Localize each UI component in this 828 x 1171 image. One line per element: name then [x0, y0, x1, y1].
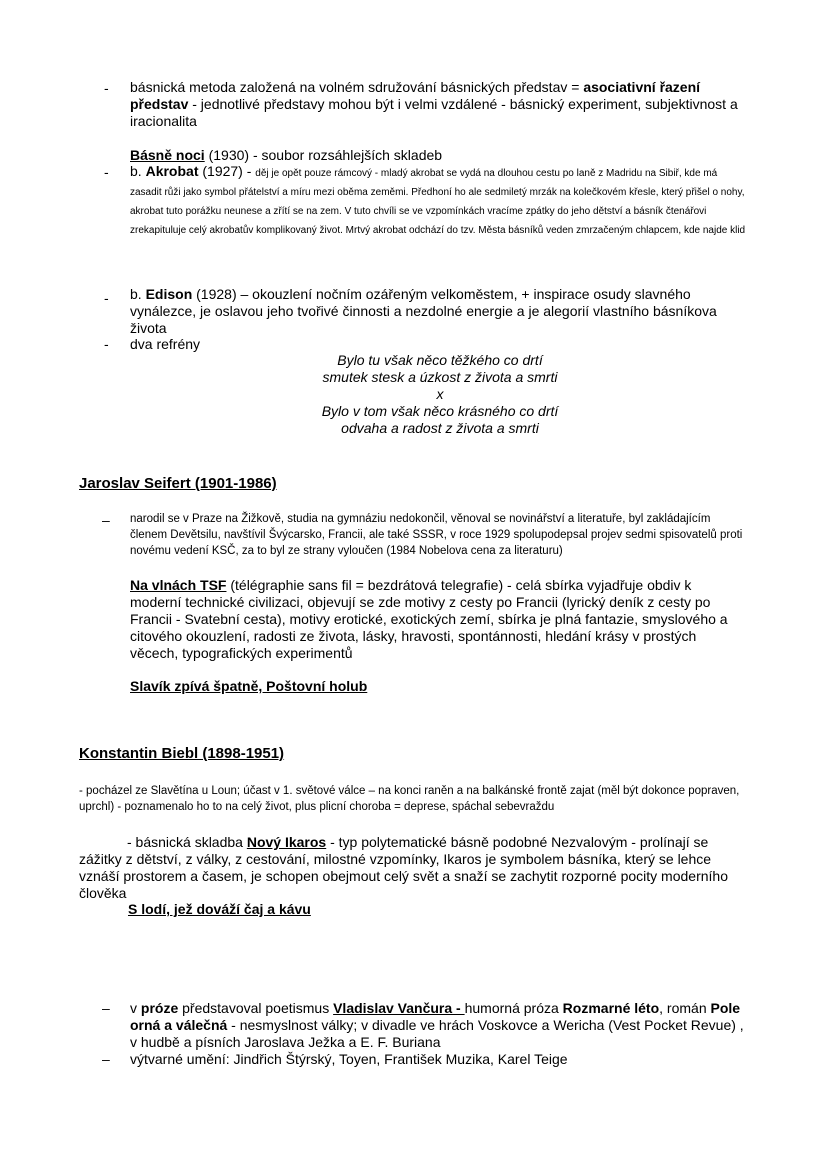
bold-term: asociativní řazení představ: [130, 79, 701, 112]
paragraph-associative-method: [130, 79, 740, 130]
bullet-endash: –: [102, 1000, 110, 1016]
text: (télégraphie sans fil = bezdrátová telegrafie) - celá sbírka vyjadřuje obdiv k moderní technické civilizaci, objevují se zde motivy z cesty po Francii (lyrický deník z cesty po Francii - Svatební cesta), motivy erotické, exotických zemí, sbírka je plná fantazie, smyslového a citového okouzlení, radosti ze života, lásky, hravosti, spontánnosti, hledání krásy v prostých věcech, typografických experimentů: [130, 577, 728, 661]
bold-term: próze: [140, 1000, 179, 1016]
biebl-other-works: S lodí, jež dováží čaj a kávu: [128, 901, 311, 917]
text: - básnická skladba: [127, 834, 247, 850]
text: - typ polytematické básně podobné Nezvalovým - prolínají se zážitky z dětství, z války, z cestování, milostné vzpomínky, Ikaros je symbolem básníka, který se lehce vznáší prostorem a časem, je schopen obejmout celý svět a snaží se zachytit rozporné pocity moderního člověka: [79, 834, 728, 901]
paragraph-refrains: dva refrény: [130, 336, 201, 352]
paragraph-art: výtvarné umění: Jindřich Štýrský, Toyen, František Muzika, Karel Teige: [130, 1051, 568, 1067]
text: představoval poetismus: [178, 1000, 334, 1016]
refrain-line: x: [436, 386, 444, 402]
heading-seifert: Jaroslav Seifert (1901-1986): [79, 475, 277, 492]
seifert-other-works: Slavík zpívá špatně, Poštovní holub: [130, 678, 368, 694]
refrain-line: Bylo tu však něco těžkého co drtí: [337, 352, 543, 368]
refrain-line: smutek stesk a úzkost z života a smrti: [322, 369, 558, 385]
bullet-dash: -: [104, 336, 109, 352]
paragraph-tsf: [130, 577, 730, 662]
bullet-dash: -: [104, 80, 109, 96]
paragraph-biebl-bio: - pocházel ze Slavětína u Loun; účast v 1. světové válce – na konci raněn a na balkánské frontě zajat (měl být dokonce popraven, uprchl) - poznamenalo ho to na celý život, plus plicní choroba = deprese, spáchal sebevraždu: [79, 785, 740, 813]
paragraph-edison: [130, 286, 730, 337]
text: děj je opět pouze rámcový - mladý akrobat se vydá na dlouhou cestu po laně z Madridu na Sibiř, kde má zasadit růži jako symbol přátelství a míru mezi oběma zeměmi. Předhoní ho ale sedmiletý mrzák na kolečkovém křesle, který přišel o nohy, akrobat tuto porážku neunese a zřítí se na zem. V tuto chvíli se ve vzpomínkách vracíme zpátky do jeho dětství a básník čtenářovi zrekapituluje celý akrobatův komplikovaný život. Mrtvý akrobat odchází do tzv. Města básníků veden zmrzačeným chlapcem, kde najde klid: [130, 168, 746, 236]
heading-biebl: Konstantin Biebl (1898-1951): [79, 745, 285, 762]
work-title: Akrobat: [145, 163, 199, 179]
paragraph-akrobat: [130, 163, 750, 239]
paragraph-prose: [130, 1000, 750, 1051]
bullet-dash: -: [104, 290, 109, 306]
text: básnická metoda založená na volném sdružování básnických představ =: [130, 79, 584, 95]
text: v: [130, 1000, 141, 1016]
refrain-line: odvaha a radost z života a smrti: [341, 420, 539, 436]
author-name: Vladislav Vančura -: [333, 1000, 465, 1016]
text: (1930) - soubor rozsáhlejších skladeb: [204, 147, 443, 163]
text: b.: [130, 286, 146, 302]
text: humorná próza: [464, 1000, 563, 1016]
text: b.: [130, 163, 146, 179]
work-title: Rozmarné léto: [562, 1000, 660, 1016]
text: (1928) – okouzlení nočním ozářeným velkoměstem, + inspirace osudy slavného vynálezce, je oslavou jeho tvořivé činnosti a nezdolné energie a je alegorií vlastního básníkova života: [130, 286, 717, 336]
bullet-endash: –: [102, 1051, 110, 1067]
text: (1927) -: [198, 163, 256, 179]
text: , román: [659, 1000, 711, 1016]
bullet-endash: –: [102, 512, 110, 528]
work-title: Básně noci: [130, 147, 205, 163]
work-title: Nový Ikaros: [246, 834, 327, 850]
text: - jednotlivé představy mohou být i velmi vzdálené - básnický experiment, subjektivnost a iracionalita: [130, 96, 738, 129]
paragraph-seifert-bio: narodil se v Praze na Žižkově, studia na gymnáziu nedokončil, věnoval se novinářství a literatuře, byl zakládajícím členem Devětsilu, navštívil Švýcarsko, Francii, ale také SSSR, v roce 1929 spolupodepsal projev sedmi spisovatelů proti novému vedení KSČ, za to byl ze strany vyloučen (1984 Nobelova cena za literaturu): [130, 513, 743, 557]
refrain-line: Bylo v tom však něco krásného co drtí: [321, 403, 559, 419]
paragraph-novy-ikaros: [79, 834, 739, 902]
refrain-poem: [240, 352, 640, 437]
work-title: Na vlnách TSF: [130, 577, 227, 593]
work-title: Pole orná a válečná: [130, 1000, 741, 1033]
work-title: Edison: [145, 286, 193, 302]
paragraph-basne-noci: [130, 147, 730, 164]
text: - nesmyslnost války; v divadle ve hrách Voskovce a Wericha (Vest Pocket Revue) , v hudbě a písních Jaroslava Ježka a E. F. Buriana: [130, 1017, 744, 1050]
bullet-dash: -: [104, 164, 109, 180]
